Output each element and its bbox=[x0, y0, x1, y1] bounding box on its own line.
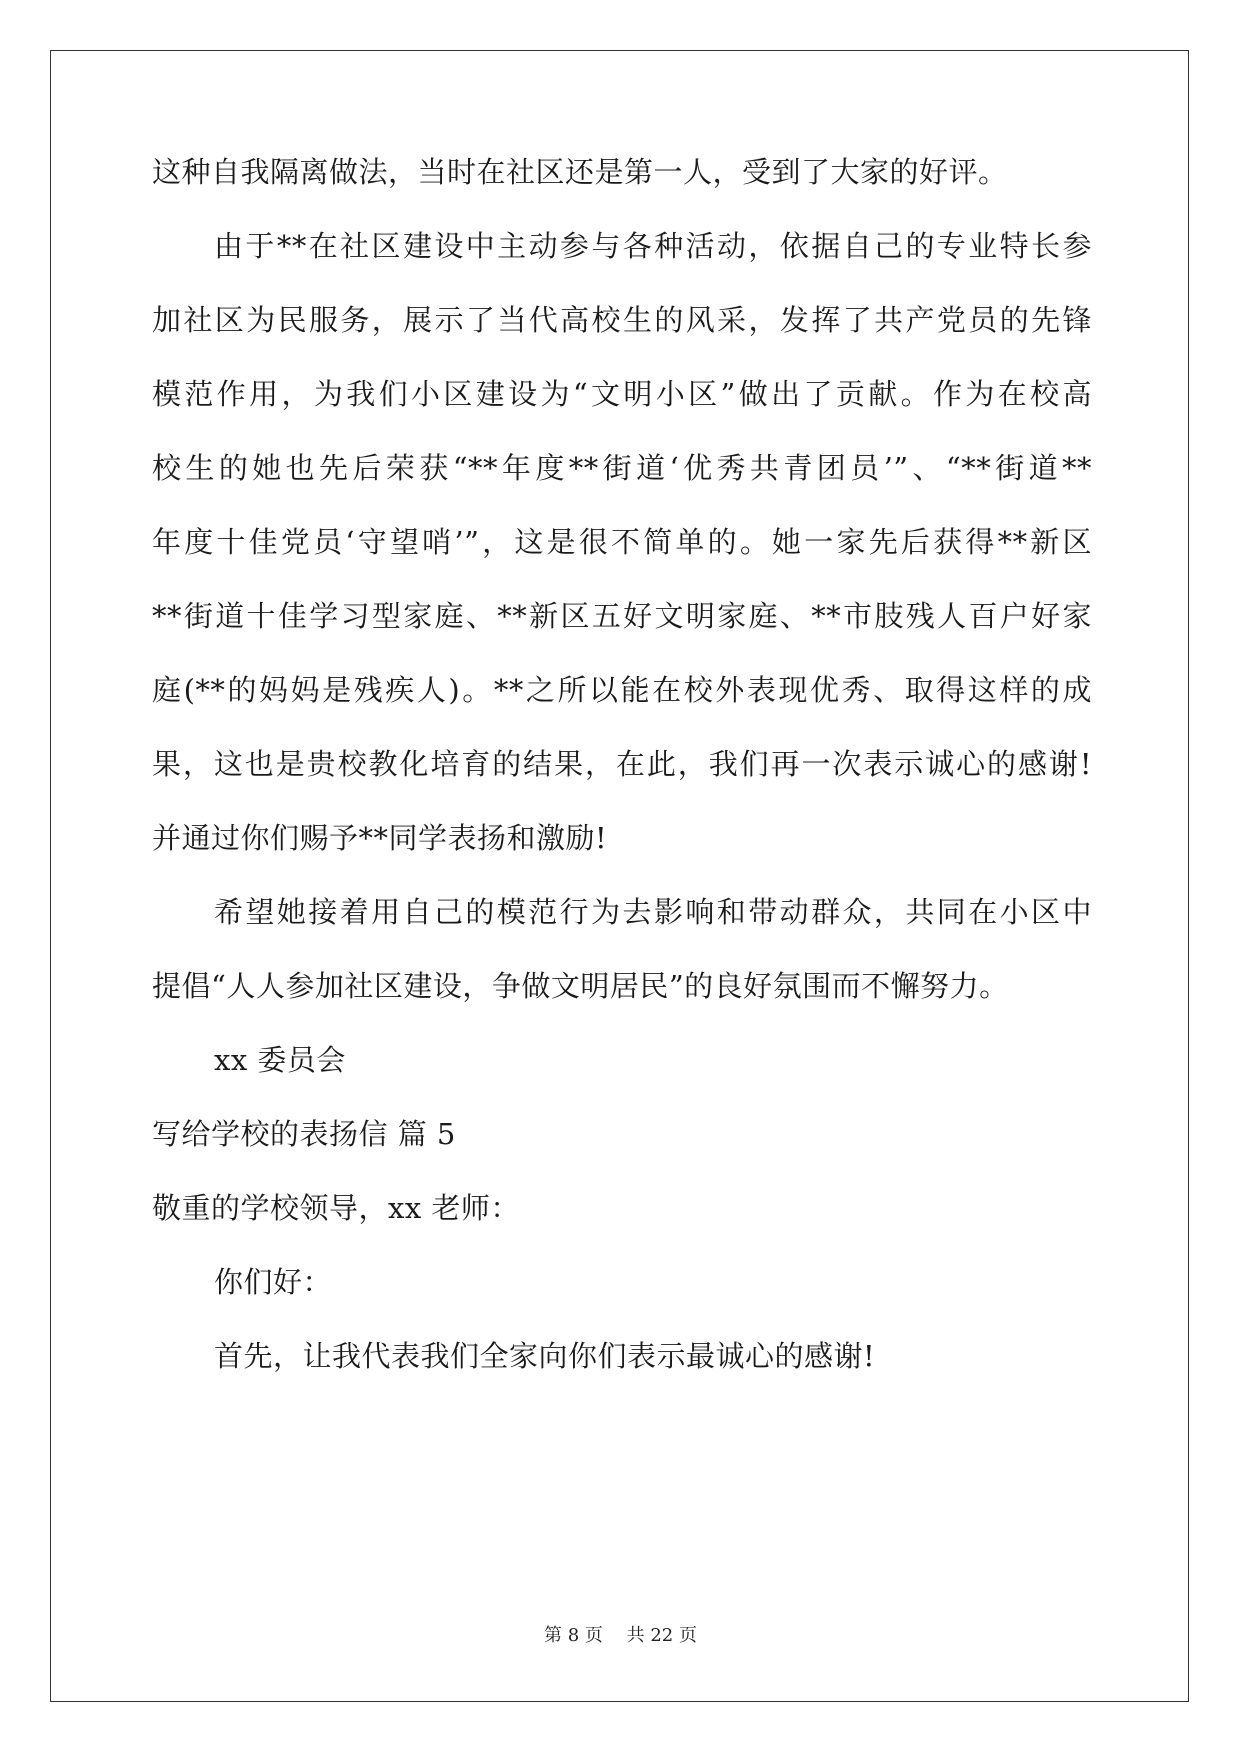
body-line-4: 模范作用，为我们小区建设为“文明小区”做出了贡献。作为在校高 bbox=[152, 377, 1092, 411]
signature-line: xx 委员会 bbox=[214, 1043, 346, 1077]
body-line-8: 庭(**的妈妈是残疾人)。**之所以能在校外表现优秀、取得这样的成 bbox=[152, 673, 1092, 707]
body-line-6: 年度十佳党员‘守望哨’”，这是很不简单的。她一家先后获得**新区 bbox=[152, 525, 1092, 559]
page-number-footer: 第 8 页 共 22 页 bbox=[544, 1625, 697, 1646]
body-line-3: 加社区为民服务，展示了当代高校生的风采，发挥了共产党员的先锋 bbox=[152, 303, 1092, 337]
body-line-7: **街道十佳学习型家庭、**新区五好文明家庭、**市肢残人百户好家 bbox=[152, 599, 1092, 633]
section-heading: 写给学校的表扬信 篇 5 bbox=[152, 1117, 456, 1151]
body-line-12: 提倡“人人参加社区建设，争做文明居民”的良好氛围而不懈努力。 bbox=[152, 969, 1009, 1003]
body-line-10: 并通过你们赐予**同学表扬和激励! bbox=[152, 821, 608, 855]
page-border bbox=[50, 50, 1189, 1702]
body-line-5: 校生的她也先后荣获“**年度**街道‘优秀共青团员’”、“**街道** bbox=[152, 451, 1092, 485]
body-line-9: 果，这也是贵校教化培育的结果，在此，我们再一次表示诚心的感谢! bbox=[152, 747, 1092, 781]
body-line-2: 由于**在社区建设中主动参与各种活动，依据自己的专业特长参 bbox=[214, 229, 1092, 263]
salutation: 敬重的学校领导，xx 老师： bbox=[152, 1191, 520, 1225]
body-line-opening: 首先，让我代表我们全家向你们表示最诚心的感谢! bbox=[214, 1339, 876, 1373]
body-line-1: 这种自我隔离做法，当时在社区还是第一人，受到了大家的好评。 bbox=[152, 155, 1008, 189]
body-line-11: 希望她接着用自己的模范行为去影响和带动群众，共同在小区中 bbox=[214, 895, 1092, 929]
greeting: 你们好： bbox=[214, 1265, 333, 1299]
